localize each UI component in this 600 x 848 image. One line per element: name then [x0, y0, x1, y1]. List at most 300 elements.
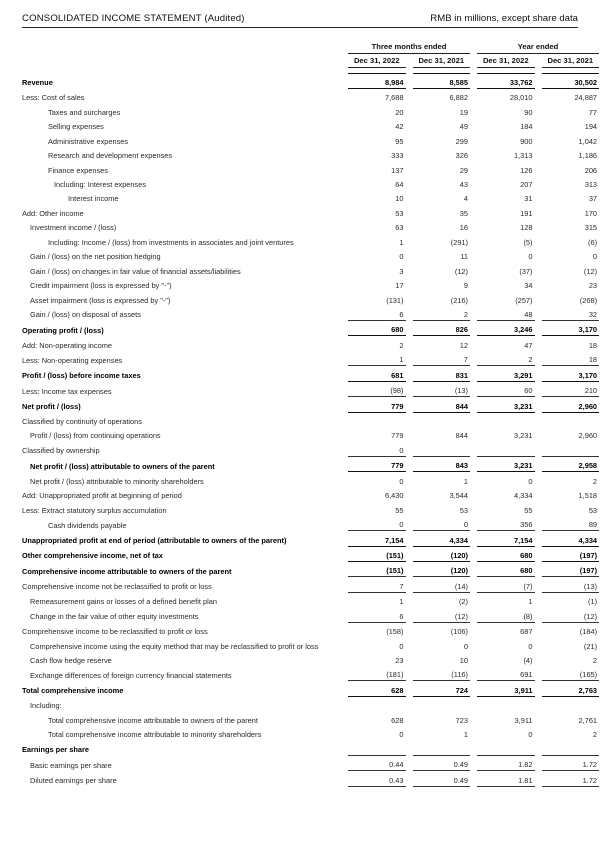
column-gap [470, 306, 477, 321]
column-gap [535, 666, 542, 681]
table-cell: (268) [579, 295, 598, 305]
table-cell: (1) [588, 597, 598, 607]
table-cell: (291) [450, 237, 469, 247]
column-gap [406, 487, 413, 501]
column-gap [406, 262, 413, 276]
column-gap [535, 501, 542, 515]
column-gap [470, 561, 477, 576]
table-cell: 8,585 [413, 73, 471, 88]
column-gap [535, 306, 542, 321]
table-cell [477, 696, 535, 711]
table-cell [477, 441, 535, 456]
row-label: Less: Income tax expenses [22, 386, 112, 396]
table-cell: 17 [395, 281, 404, 291]
table-cell: (98) [348, 381, 406, 396]
table-cell: 844 [413, 397, 471, 412]
column-gap [535, 546, 542, 561]
column-gap [535, 320, 542, 335]
table-row [22, 531, 599, 546]
table-cell: 315 [584, 223, 598, 233]
table-row [22, 652, 599, 666]
table-row [22, 176, 599, 190]
table-row [22, 161, 599, 175]
table-cell: 184 [520, 122, 533, 132]
table-cell: 16 [459, 223, 469, 233]
column-gap [406, 607, 413, 622]
table-cell: 29 [459, 165, 469, 175]
row-label: Change in the fair value of other equity investments [30, 612, 199, 622]
column-gap [406, 472, 413, 487]
column-gap [535, 132, 542, 146]
row-label: Other comprehensive income, net of tax [22, 551, 163, 561]
row-label: Exchange differences of foreign currency financial statements [30, 670, 232, 680]
table-cell: 0.44 [348, 755, 406, 770]
column-gap [470, 176, 477, 190]
table-cell [348, 696, 406, 711]
table-row [22, 501, 599, 515]
column-gap [470, 516, 477, 531]
column-gap [470, 219, 477, 233]
table-cell: 31 [524, 194, 533, 204]
table-cell: 724 [413, 681, 471, 696]
table-cell: 2,960 [542, 397, 600, 412]
table-row [22, 73, 599, 88]
table-cell: 3 [399, 266, 404, 276]
row-label: Administrative expenses [48, 136, 129, 146]
table-cell: 35 [459, 208, 469, 218]
table-cell [413, 696, 471, 711]
row-label: Total comprehensive income attributable to owners of the parent [48, 715, 258, 725]
column-gap [535, 204, 542, 218]
table-cell: 1 [399, 597, 404, 607]
table-cell: 0.43 [348, 771, 406, 786]
table-cell: 831 [413, 366, 471, 381]
table-cell: (158) [348, 622, 406, 637]
column-gap [470, 487, 477, 501]
table-row [22, 740, 599, 755]
table-cell: 4,334 [542, 531, 600, 546]
column-gap [470, 412, 477, 427]
column-gap [406, 147, 413, 161]
column-gap [406, 577, 413, 592]
column-gap [535, 161, 542, 175]
table-cell: 2 [413, 306, 471, 321]
table-row [22, 412, 599, 427]
table-row [22, 711, 599, 725]
column-gap [470, 233, 477, 247]
table-cell: 299 [455, 136, 469, 146]
column-gap [406, 381, 413, 396]
table-row [22, 88, 599, 103]
table-cell: 680 [348, 320, 406, 335]
row-label: Add: Unappropriated profit at beginning of period [22, 491, 182, 501]
table-cell: 206 [584, 165, 598, 175]
table-cell: 356 [477, 516, 535, 531]
row-label: Classified by continuity of operations [22, 417, 142, 426]
row-label: Total comprehensive income [22, 686, 124, 696]
table-row [22, 204, 599, 218]
column-gap [470, 103, 477, 117]
column-gap [406, 351, 413, 366]
table-cell: 6 [399, 611, 404, 621]
table-cell: 9 [463, 281, 469, 291]
table-cell: 191 [520, 208, 533, 218]
row-label: Net profit / (loss) attributable to minority shareholders [30, 476, 204, 486]
table-cell: (12) [583, 266, 598, 276]
column-gap [535, 190, 542, 204]
column-gap [535, 607, 542, 622]
table-row [22, 441, 599, 456]
table-cell: 2,958 [542, 456, 600, 471]
row-label: Credit impairment (loss is expressed by "-") [30, 281, 172, 291]
table-cell: 11 [460, 252, 469, 262]
column-gap [406, 291, 413, 305]
column-gap [535, 233, 542, 247]
row-label: Comprehensive income attributable to owners of the parent [22, 566, 232, 576]
column-gap [470, 132, 477, 146]
table-cell: 2,763 [542, 681, 600, 696]
column-gap [535, 456, 542, 471]
table-cell: 0 [348, 516, 406, 531]
table-cell: 28,010 [509, 93, 533, 103]
column-gap [470, 501, 477, 515]
table-cell: (197) [542, 546, 600, 561]
row-label: Diluted earnings per share [30, 776, 117, 785]
column-gap [406, 681, 413, 696]
table-cell: 0 [399, 252, 404, 262]
column-gap [406, 161, 413, 175]
row-label: Including: Income / (loss) from investments in associates and joint ventures [48, 237, 294, 247]
table-row [22, 771, 599, 786]
table-cell: 0.49 [413, 755, 471, 770]
row-label: Comprehensive income not be reclassified to profit or loss [22, 582, 212, 592]
column-header-3: Dec 31, 2021 [542, 53, 600, 67]
table-cell: 89 [542, 516, 600, 531]
row-label: Cash flow hedge reserve [30, 656, 112, 665]
table-cell: 6,430 [385, 491, 404, 501]
table-cell: 47 [524, 340, 533, 350]
table-row [22, 397, 599, 412]
column-gap [470, 336, 477, 351]
column-gap [470, 696, 477, 711]
table-cell: 0 [528, 641, 533, 651]
column-gap [406, 740, 413, 755]
row-label: Less: Non-operating expenses [22, 355, 123, 365]
table-cell: 680 [477, 561, 535, 576]
table-cell: 4 [463, 194, 469, 204]
table-cell: 23 [588, 281, 598, 291]
table-cell: (131) [386, 295, 404, 305]
table-cell: 7 [348, 577, 406, 592]
table-cell: (116) [413, 666, 471, 681]
column-gap [535, 681, 542, 696]
table-cell: 1 [463, 476, 469, 486]
table-cell: 12 [459, 340, 469, 350]
column-gap [535, 103, 542, 117]
column-gap [470, 592, 477, 607]
table-cell: 779 [391, 431, 404, 441]
table-row [22, 147, 599, 161]
header-group-row [22, 42, 599, 53]
column-gap [535, 397, 542, 412]
table-cell: (13) [542, 577, 600, 592]
table-cell: 18 [542, 351, 600, 366]
table-cell: 313 [584, 180, 598, 189]
table-cell: (4) [523, 656, 533, 665]
table-cell [477, 412, 535, 427]
table-cell: 843 [413, 456, 471, 471]
table-row [22, 681, 599, 696]
table-row [22, 592, 599, 607]
column-gap [470, 204, 477, 218]
table-row [22, 561, 599, 576]
table-cell: (12) [454, 266, 469, 276]
table-cell: 32 [542, 306, 600, 321]
table-cell: 126 [520, 165, 533, 175]
table-cell: (12) [583, 611, 598, 621]
table-cell: 1,186 [578, 151, 598, 161]
table-cell: 0 [528, 252, 533, 262]
table-row [22, 336, 599, 351]
table-cell: 844 [455, 431, 469, 441]
table-cell: 0 [413, 516, 471, 531]
table-cell: (12) [454, 611, 469, 621]
column-gap [406, 531, 413, 546]
table-cell: 0 [528, 476, 533, 486]
column-gap [535, 726, 542, 740]
income-statement-table [22, 42, 599, 787]
column-gap [406, 726, 413, 740]
column-gap [535, 412, 542, 427]
row-label: Unappropriated profit at end of period (attributable to owners of the parent) [22, 536, 287, 545]
column-gap [406, 696, 413, 711]
table-cell: 90 [524, 107, 533, 117]
table-cell: (184) [542, 622, 600, 637]
table-cell: 42 [395, 122, 404, 132]
table-cell: 1 [399, 237, 404, 247]
column-gap [470, 472, 477, 487]
table-cell: 48 [477, 306, 535, 321]
column-gap [535, 88, 542, 103]
column-gap [470, 73, 477, 88]
column-gap [470, 456, 477, 471]
column-gap [406, 637, 413, 651]
column-gap [406, 248, 413, 262]
column-gap [535, 381, 542, 396]
column-gap [470, 652, 477, 666]
table-cell: 77 [588, 107, 598, 117]
table-cell: 900 [520, 136, 533, 146]
column-gap [406, 441, 413, 456]
row-label: Remeasurement gains or losses of a defined benefit plan [30, 597, 217, 607]
table-row [22, 219, 599, 233]
table-cell: 3,231 [477, 397, 535, 412]
table-cell: (197) [542, 561, 600, 576]
table-row [22, 132, 599, 146]
table-cell [348, 412, 406, 427]
column-gap [470, 546, 477, 561]
table-cell: 2,960 [578, 431, 598, 441]
table-cell: 37 [588, 194, 598, 204]
column-gap [470, 531, 477, 546]
column-gap [535, 336, 542, 351]
table-cell: (37) [519, 266, 533, 276]
table-cell: 33,762 [477, 73, 535, 88]
table-row [22, 607, 599, 622]
table-cell: 128 [520, 223, 533, 233]
table-cell: 210 [542, 381, 600, 396]
row-label: Profit / (loss) before income taxes [22, 371, 141, 381]
table-cell [348, 740, 406, 755]
table-cell: 7,154 [348, 531, 406, 546]
column-header-0: Dec 31, 2022 [348, 53, 406, 67]
table-cell: 680 [477, 546, 535, 561]
row-label: Net profit / (loss) [22, 402, 81, 412]
table-cell: 137 [391, 165, 404, 175]
table-cell [477, 740, 535, 755]
column-gap [535, 711, 542, 725]
table-cell: 3,291 [477, 366, 535, 381]
table-cell [413, 412, 471, 427]
row-label: Taxes and surcharges [48, 107, 121, 117]
table-cell: 53 [459, 505, 469, 515]
column-gap [406, 306, 413, 321]
table-cell: 1,042 [578, 136, 598, 146]
table-body [22, 73, 599, 786]
table-row [22, 622, 599, 637]
row-label: Interest income [68, 194, 119, 204]
table-cell: 30,502 [542, 73, 600, 88]
table-cell: 0 [592, 252, 598, 262]
table-row [22, 696, 599, 711]
table-row [22, 427, 599, 441]
table-cell: 6 [348, 306, 406, 321]
column-gap [406, 771, 413, 786]
column-gap [535, 771, 542, 786]
column-gap [470, 161, 477, 175]
column-gap [406, 711, 413, 725]
row-label: Comprehensive income to be reclassified to profit or loss [22, 627, 208, 637]
table-row [22, 118, 599, 132]
table-cell: 628 [391, 715, 404, 725]
column-gap [535, 487, 542, 501]
column-gap [470, 277, 477, 291]
column-gap [406, 652, 413, 666]
column-gap [535, 755, 542, 770]
column-gap [470, 711, 477, 725]
table-cell: 95 [395, 136, 404, 146]
column-gap [470, 666, 477, 681]
column-gap [535, 740, 542, 755]
column-gap [535, 441, 542, 456]
table-cell: 1,518 [578, 491, 598, 501]
column-gap [535, 652, 542, 666]
table-cell: 326 [455, 151, 469, 161]
column-gap [470, 397, 477, 412]
column-gap [406, 132, 413, 146]
column-gap [406, 755, 413, 770]
row-label: Research and development expenses [48, 151, 173, 161]
column-gap [406, 366, 413, 381]
column-gap [535, 147, 542, 161]
table-cell: 723 [455, 715, 469, 725]
table-header [22, 42, 599, 73]
table-cell: 7,154 [477, 531, 535, 546]
column-gap [406, 592, 413, 607]
row-label: Finance expenses [48, 165, 108, 175]
table-cell: 0 [399, 476, 404, 486]
table-cell: (13) [413, 381, 471, 396]
table-row [22, 726, 599, 740]
table-cell: 49 [459, 122, 469, 132]
table-cell: 3,544 [449, 491, 469, 501]
column-gap [535, 472, 542, 487]
column-gap [406, 103, 413, 117]
column-gap [535, 561, 542, 576]
table-cell: 170 [584, 208, 598, 218]
column-gap [406, 118, 413, 132]
row-label: Gain / (loss) on the net position hedging [30, 252, 161, 262]
column-gap [406, 622, 413, 637]
table-row [22, 381, 599, 396]
column-gap [535, 248, 542, 262]
column-gap [470, 740, 477, 755]
table-cell: 23 [395, 656, 404, 665]
column-gap [406, 427, 413, 441]
row-label: Operating profit / (loss) [22, 325, 104, 335]
column-gap [535, 366, 542, 381]
column-gap [470, 577, 477, 592]
table-cell: 0 [528, 730, 533, 740]
table-row [22, 233, 599, 247]
table-row [22, 262, 599, 276]
column-gap [470, 622, 477, 637]
table-cell: 207 [520, 180, 533, 189]
table-cell: (151) [348, 546, 406, 561]
row-label: Selling expenses [48, 122, 104, 132]
table-cell: 7 [413, 351, 471, 366]
column-gap [470, 291, 477, 305]
column-gap [406, 176, 413, 190]
table-row [22, 351, 599, 366]
table-cell: 1.72 [542, 771, 600, 786]
table-cell: 779 [348, 456, 406, 471]
table-row [22, 755, 599, 770]
column-gap [406, 516, 413, 531]
table-cell: 333 [391, 151, 404, 161]
table-row [22, 666, 599, 681]
table-cell: (2) [458, 597, 469, 607]
column-gap [470, 88, 477, 103]
column-gap [535, 577, 542, 592]
table-cell: 779 [348, 397, 406, 412]
table-row [22, 190, 599, 204]
table-cell: 3,170 [542, 320, 600, 335]
column-gap [535, 592, 542, 607]
column-gap [406, 320, 413, 335]
table-cell [413, 441, 471, 456]
table-cell [542, 412, 600, 427]
row-label: Comprehensive income using the equity method that may be reclassified to profit or loss [30, 641, 319, 651]
table-row [22, 306, 599, 321]
row-label: Cash dividends payable [48, 520, 127, 530]
table-cell: (181) [348, 666, 406, 681]
column-gap [470, 607, 477, 622]
table-cell [542, 740, 600, 755]
column-gap [406, 336, 413, 351]
table-cell: 2 [399, 340, 404, 350]
column-gap [470, 681, 477, 696]
